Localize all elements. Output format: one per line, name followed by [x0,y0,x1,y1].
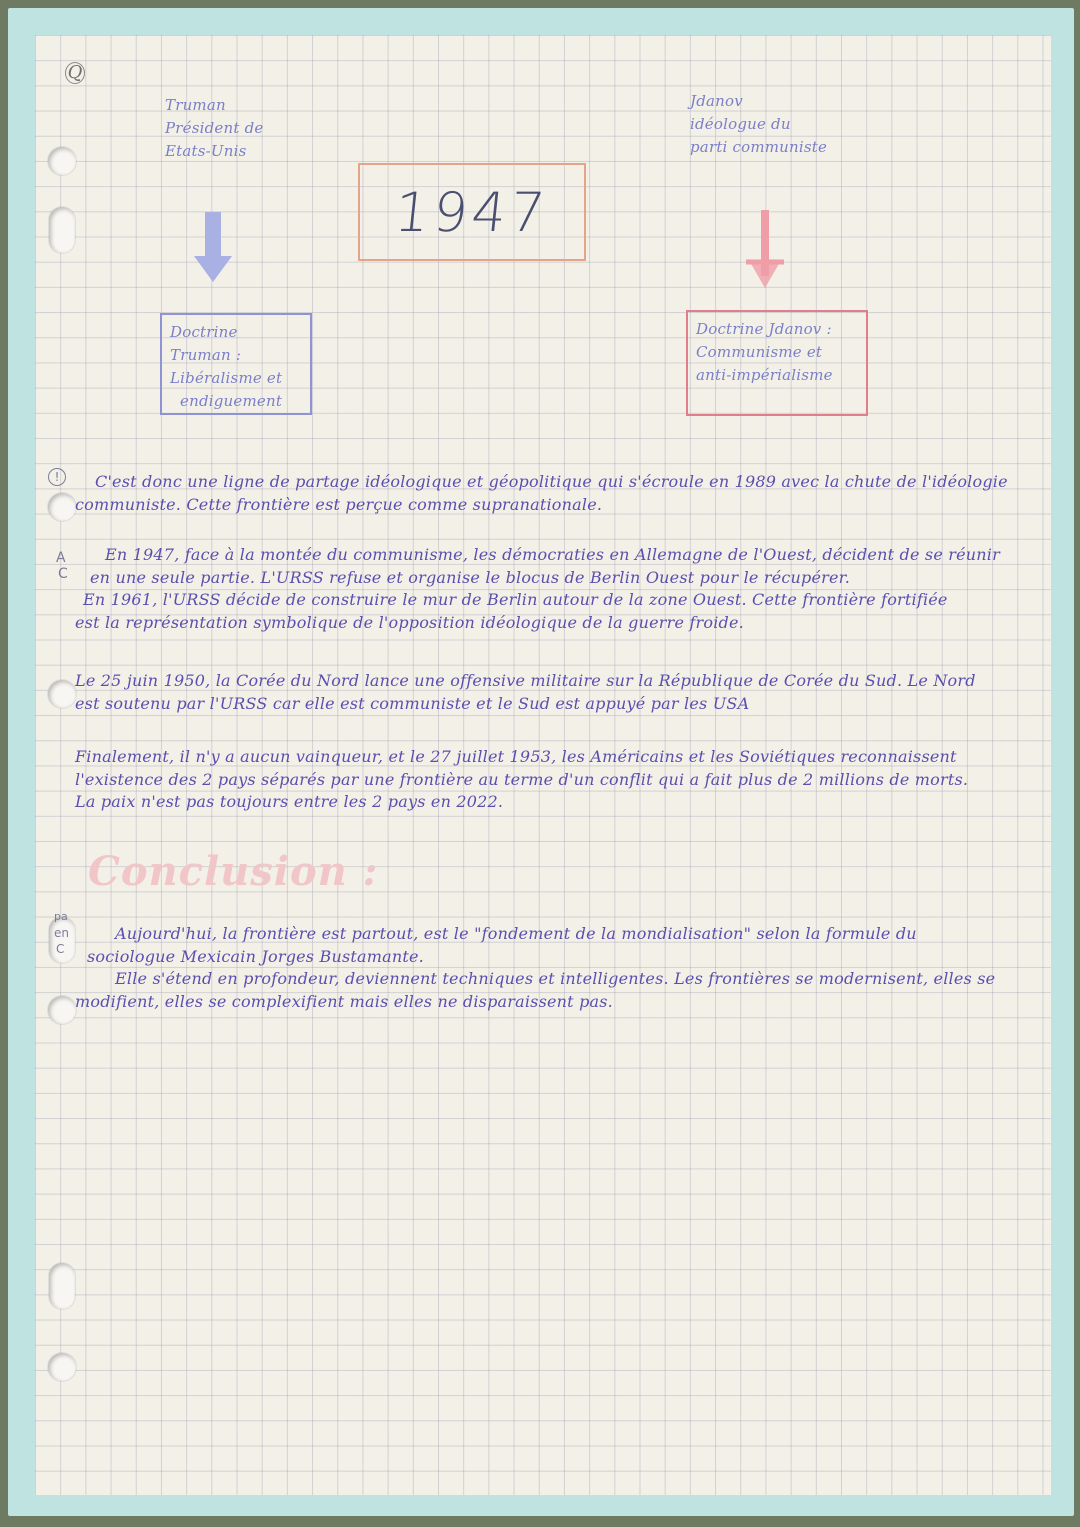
binder-hole [49,207,75,253]
doctrine-truman-line: endiguement [180,392,283,410]
paragraph-korea [75,670,1055,715]
paragraph-berlin [75,544,1055,634]
paragraph-ideological-line [75,471,1055,516]
conclusion-line: Aujourd'hui, la frontière est partout, est le "fondement de la mondialisation" selon la formule du [115,924,917,943]
paragraph-line: en une seule partie. L'URSS refuse et organise le blocus de Berlin Ouest pour le récupérer. [90,567,851,587]
binder-hole [49,917,75,963]
doctrine-truman-line: Libéralisme et [170,369,283,387]
doctrine-jdanov-line: Doctrine Jdanov : [696,320,832,338]
truman-line: Truman [165,96,226,114]
margin-mark: A [56,550,66,566]
jdanov-line: Jdanov [690,92,743,110]
truman-label [165,94,263,163]
paragraph-armistice [75,746,1055,814]
corner-mark: Q [65,62,85,84]
doctrine-jdanov-line: anti-impérialisme [696,366,833,384]
conclusion-line: sociologue Mexicain Jorges Bustamante. [87,946,424,966]
arrow-down-blue-icon [190,212,236,284]
conclusion-line: Elle s'étend en profondeur, deviennent techniques et intelligentes. Les frontières se modernisent, elles se [115,969,996,988]
doctrine-jdanov-line: Communisme et [696,343,823,361]
paragraph-line: Finalement, il n'y a aucun vainqueur, et le 27 juillet 1953, les Américains et les Soviétiques reconnaissent [75,747,957,766]
margin-mark: C [58,566,68,582]
conclusion-line: modifient, elles se complexifient mais elles ne disparaissent pas. [75,991,613,1011]
paragraph-line: l'existence des 2 pays séparés par une frontière au terme d'un conflit qui a fait plus de 2 millions de morts. [75,769,969,789]
jdanov-line: parti communiste [690,138,828,156]
doctrine-truman-line: Doctrine Truman : [170,323,242,364]
jdanov-label [690,90,827,159]
paragraph-line: Le 25 juin 1950, la Corée du Nord lance une offensive militaire sur la République de Corée du Sud. Le Nord [75,671,976,690]
year-label: 1947 [391,180,553,244]
margin-mark: C [56,942,65,956]
truman-line: Etats-Unis [165,142,247,160]
paragraph-line: C'est donc une ligne de partage idéologique et géopolitique qui s'écroule en 1989 avec la chute de l'idéologie [95,472,1008,491]
binder-hole [48,996,76,1024]
doctrine-jdanov-box [686,310,868,416]
binder-hole [49,1263,75,1309]
paragraph-line: communiste. Cette frontière est perçue comme supranationale. [75,494,603,514]
arrow-down-red-icon [742,210,788,290]
jdanov-line: idéologue du [690,115,791,133]
paragraph-line: En 1947, face à la montée du communisme, les démocraties en Allemagne de l'Ouest, décident de se réunir [105,545,1000,564]
binder-hole [48,680,76,708]
paragraph-line: est la représentation symbolique de l'opposition idéologique de la guerre froide. [75,612,744,632]
year-box [358,163,586,261]
conclusion-heading: Conclusion : [88,848,379,895]
binder-hole [48,147,76,175]
exclamation-margin-mark: ! [48,468,66,486]
binder-hole [48,493,76,521]
paragraph-line: est soutenu par l'URSS car elle est communiste et le Sud est appuyé par les USA [75,693,750,713]
conclusion-paragraph [75,923,1055,1013]
paragraph-line: En 1961, l'URSS décide de construire le mur de Berlin autour de la zone Ouest. Cette frontière fortifiée [83,590,948,609]
paragraph-line: La paix n'est pas toujours entre les 2 pays en 2022. [75,792,504,811]
doctrine-truman-box [160,313,312,415]
margin-mark: pa [54,910,68,923]
margin-mark: en [54,926,69,940]
binder-hole [48,1353,76,1381]
truman-line: Président de [165,119,264,137]
